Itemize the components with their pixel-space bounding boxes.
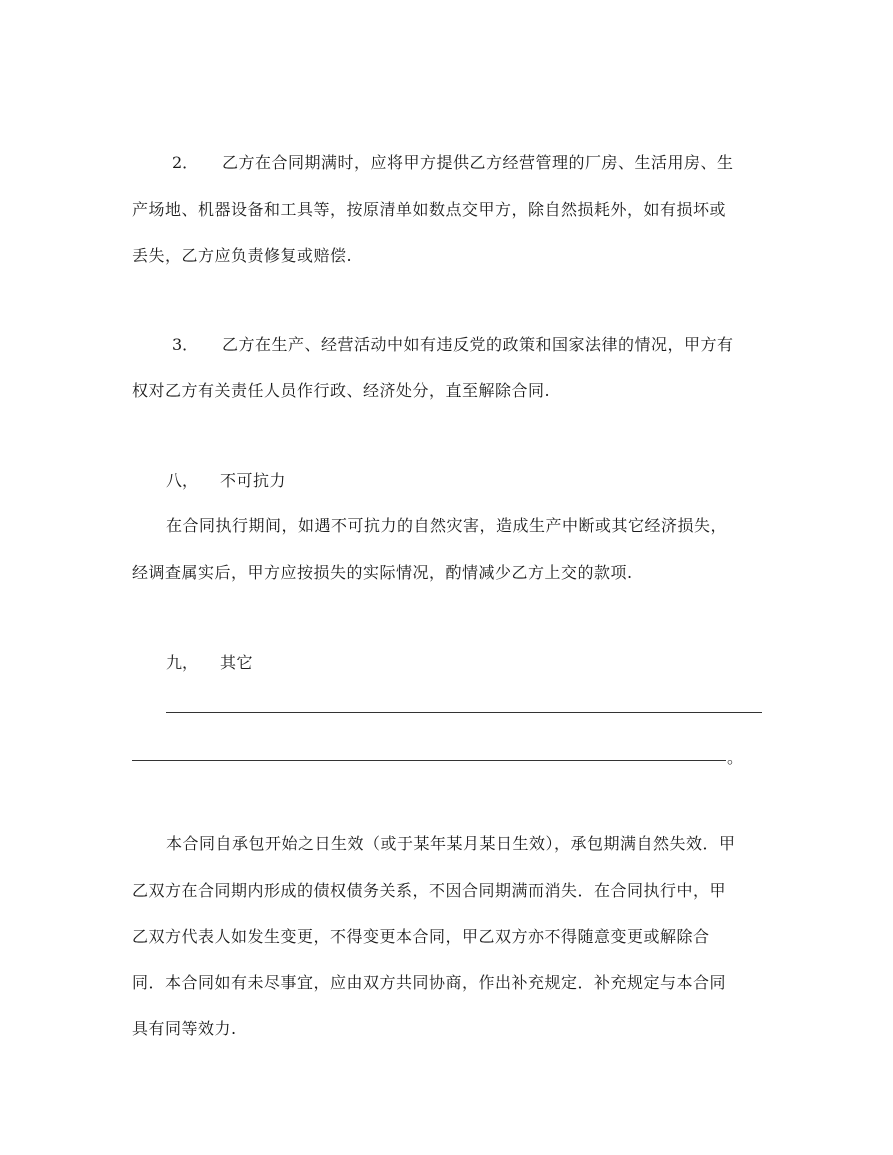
clause-2-number: 2． [172,153,199,172]
final-line-4: 同．本合同如有未尽事宜，应由双方共同协商，作出补充规定．补充规定与本合同 [132,973,727,992]
final-line-2: 乙双方在合同期内形成的债权债务关系，不因合同期满而消失．在合同执行中，甲 [132,881,727,900]
final-line-3: 乙双方代表人如发生变更，不得变更本合同，甲乙双方亦不得随意变更或解除合 [132,927,710,946]
clause-2-line-3: 丢失，乙方应负责修复或赔偿. [132,246,353,265]
final-line-5: 具有同等效力. [132,1019,237,1038]
blank-fill-line-1 [166,712,762,713]
section-8-line-1: 在合同执行期间，如遇不可抗力的自然灾害，造成生产中断或其它经济损失， [166,516,728,535]
clause-3-number: 3． [172,335,199,354]
blank-fill-line-2 [132,760,726,761]
clause-2-line-2: 产场地、机器设备和工具等，按原清单如数点交甲方，除自然损耗外，如有损坏或 [132,200,727,219]
section-8-number: 八， [166,471,199,490]
section-8-title: 不可抗力 [220,471,287,490]
clause-3-line-1: 乙方在生产、经营活动中如有违反党的政策和国家法律的情况，甲方有 [222,335,734,354]
section-9-title: 其它 [220,653,254,672]
section-9-number: 九， [166,653,199,672]
clause-3-line-2: 权对乙方有关责任人员作行政、经济处分，直至解除合同. [132,381,551,400]
section-8-line-2: 经调查属实后，甲方应按损失的实际情况，酌情减少乙方上交的款项. [132,563,633,582]
blank-end-mark: 。 [727,748,744,767]
final-line-1: 本合同自承包开始之日生效（或于某年某月某日生效），承包期满自然失效．甲 [166,834,736,853]
clause-2-line-1: 乙方在合同期满时，应将甲方提供乙方经营管理的厂房、生活用房、生 [222,153,734,172]
